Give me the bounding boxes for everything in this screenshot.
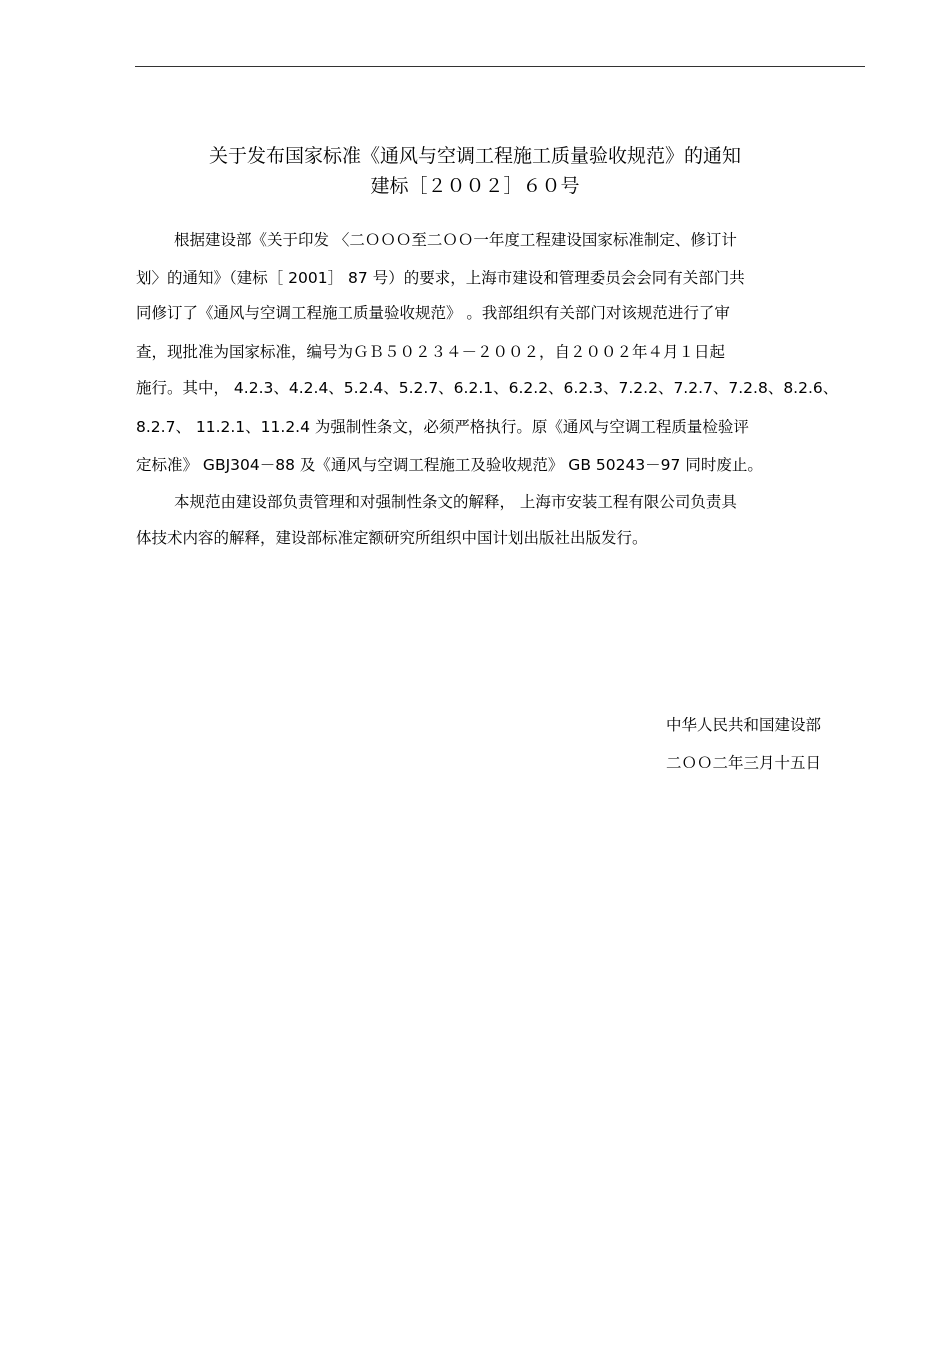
body-line-7: 定标准》 GBJ304－88 及《通风与空调工程施工及验收规范》 GB 50243－97 同时废止。	[136, 456, 763, 474]
body-line-8: 本规范由建设部负责管理和对强制性条文的解释， 上海市安装工程有限公司负责具	[174, 493, 737, 511]
body-line-4: 查，现批准为国家标准，编号为ＧＢ５０２３４－２００２，自２００２年４月１日起	[136, 343, 726, 361]
body-line-9: 体技术内容的解释，建设部标准定额研究所组织中国计划出版社出版发行。	[136, 529, 648, 547]
issuer-name: 中华人民共和国建设部	[666, 716, 822, 734]
body-line-3: 同修订了《通风与空调工程施工质量验收规范》 。我部组织有关部门对该规范进行了审	[136, 304, 730, 322]
body-line-6: 8.2.7、 11.2.1、11.2.4 为强制性条文，必须严格执行。原《通风与空调工程质量检验评	[136, 418, 749, 436]
body-line-1: 根据建设部《关于印发 〈二ＯＯＯ至二ＯＯ一年度工程建设国家标准制定、修订计	[174, 231, 737, 249]
issue-date: 二ＯＯ二年三月十五日	[666, 754, 822, 772]
body-line-2: 划〉的通知》（建标［ 2001］ 87 号）的要求，上海市建设和管理委员会会同有关部门共	[136, 269, 745, 287]
header-rule	[135, 66, 865, 67]
document-title: 关于发布国家标准《通风与空调工程施工质量验收规范》的通知	[208, 145, 741, 167]
body-line-5: 施行。其中， 4.2.3、4.2.4、5.2.4、5.2.7、6.2.1、6.2.2、6.2.3、7.2.2、7.2.7、7.2.8、8.2.6、	[136, 379, 839, 397]
document-number: 建标［２００２］６０号	[370, 175, 580, 197]
